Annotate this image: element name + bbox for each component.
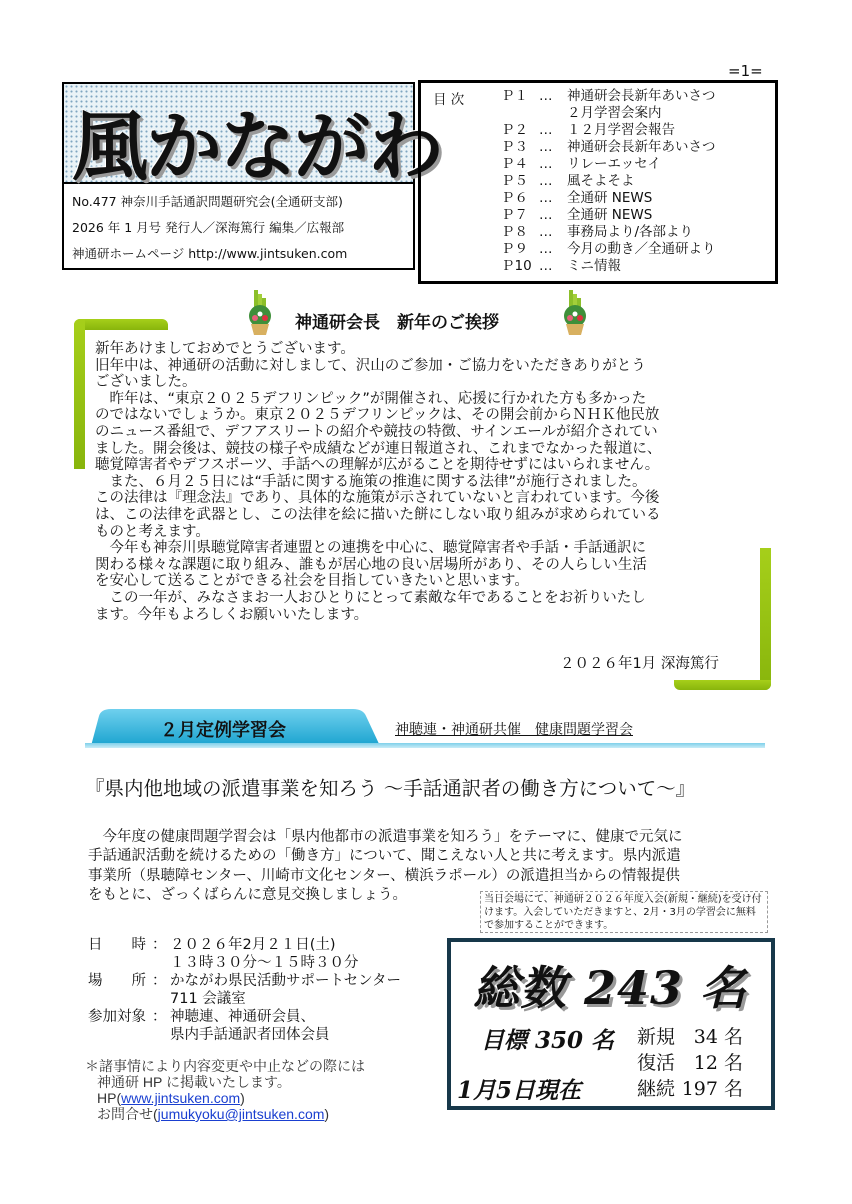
signature: ２０２６年1月 深海篤行	[560, 656, 719, 672]
greeting-line: ございました。	[95, 374, 197, 391]
greeting-line: この一年が、みなさまお一人おひとりにとって素敵な年であることをお祈りいたし	[95, 590, 646, 606]
section-underline	[85, 743, 765, 748]
table-of-contents	[418, 80, 778, 284]
greeting-line: 今年も神奈川県聴覚障害者連盟との連携を中心に、聴覚障害者や手話・手話通訳に	[95, 540, 646, 557]
greeting-line: は、この法律を武器とし、この法律を絵に描いた餅にしない取り組みが求められている	[95, 507, 661, 523]
greeting-line: ました。開会後は、競技の様子や成績などが連日報道され、これまでなかった報道に、	[95, 440, 662, 457]
toc-text: 神通研会長新年あいさつ	[567, 139, 716, 155]
study-paragraph-line: 事業所（県聴障センター、川崎市文化センター、横浜ラポール）の派遣担当からの情報提供	[88, 867, 680, 884]
publisher-info: 2026 年 1 月号 発行人／深海篤行 編集／広報部	[72, 220, 345, 235]
toc-text: 今月の動き／全通研より	[567, 241, 716, 257]
issue-info: No.477 神奈川手話通訳問題研究会(全通研支部)	[72, 194, 343, 209]
page-number: =1=	[728, 62, 763, 80]
toc-leader: …	[539, 122, 553, 138]
section-title: ２月定例学習会	[160, 720, 286, 741]
greeting-line: ます。今年もよろしくお願いいたします。	[95, 606, 369, 623]
newsletter-title: 風かながわ	[72, 102, 442, 191]
breakdown-new	[637, 1022, 743, 1049]
toc-leader: …	[539, 88, 553, 104]
toc-text: ２月学習会案内	[567, 105, 662, 121]
notice-line: ＊諸事情により内容変更や中止などの際には	[85, 1058, 365, 1074]
breakdown-label: 継続	[637, 1078, 676, 1100]
toc-text: リレーエッセイ	[567, 156, 661, 172]
detail-label: 場 所	[88, 973, 146, 989]
contact-label: お問合せ(	[97, 1106, 158, 1122]
study-paragraph-line: 今年度の健康問題学習会は「県内他都市の派遣事業を知ろう」をテーマに、健康で元気に	[88, 829, 683, 845]
greeting-line: 関わる様々な課題に取り組み、誰もが居心地の良い居場所があり、その人らしい生活	[95, 556, 647, 573]
toc-leader: …	[539, 258, 553, 274]
toc-page: Ｐ10	[501, 258, 532, 274]
contact-close: )	[324, 1106, 330, 1122]
toc-page: Ｐ５	[501, 173, 528, 189]
detail-colon: ：	[152, 937, 167, 953]
greeting-line: のではないでしょうか。東京２０２５デフリンピックは、その開会前からＮＨＫ他民放	[95, 407, 660, 424]
toc-leader: …	[539, 224, 553, 240]
greeting-line: ものと考えます。	[95, 523, 210, 540]
breakdown-count: 197 名	[681, 1078, 744, 1100]
toc-text: ミニ情報	[567, 258, 621, 274]
toc-leader: …	[539, 241, 553, 257]
toc-page: Ｐ４	[501, 156, 528, 172]
detail-value: １３時３０分～１５時３０分	[170, 955, 359, 971]
toc-leader: …	[539, 207, 553, 223]
breakdown-label: 新規	[637, 1026, 676, 1048]
masthead-banner	[64, 84, 442, 191]
hp-label: HP(	[97, 1090, 122, 1106]
hp-close: )	[240, 1090, 245, 1106]
toc-page: Ｐ３	[501, 139, 528, 155]
detail-colon: ：	[152, 973, 167, 989]
toc-leader: …	[539, 139, 553, 155]
toc-leader: …	[539, 190, 553, 206]
greeting-line: 聴覚障害者やデフスポーツ、手話への理解が広がることを期待せずにはいられません。	[95, 457, 660, 474]
toc-page: Ｐ２	[501, 122, 528, 138]
breakdown-count: 34 名	[693, 1026, 744, 1048]
toc-leader: …	[539, 156, 553, 172]
membership-note: 当日会場にて、神通研２０２６年度入会(新規・継続)を受け付けます。入会していただきますと、2月・3月の学習会に無料で参加することができます。	[480, 891, 768, 933]
toc-page: Ｐ１	[501, 88, 528, 104]
membership-stats-box	[447, 938, 775, 1110]
masthead	[62, 82, 442, 270]
toc-page: Ｐ７	[501, 207, 528, 223]
detail-value: 神聴連、神通研会員、	[170, 1009, 315, 1025]
toc-leader: …	[539, 173, 553, 189]
bracket-right	[760, 548, 771, 690]
bracket-top	[74, 319, 168, 330]
toc-text: 全通研 NEWS	[567, 190, 653, 206]
section-subtitle: 神聴連・神通研共催 健康問題学習会	[395, 722, 633, 738]
study-paragraph-line: 手話通訳活動を続けるための「働き方」について、聞こえない人と共に考えます。県内派遣	[88, 848, 681, 865]
breakdown-count: 12 名	[693, 1052, 744, 1074]
greeting-line: 旧年中は、神通研の活動に対しまして、沢山のご参加・ご協力をいただきありがとう	[95, 357, 646, 374]
contact-email-link[interactable]: jumukyoku@jintsuken.com	[157, 1106, 325, 1122]
detail-value: 県内手話通訳者団体会員	[170, 1027, 330, 1043]
detail-colon: ：	[152, 1009, 167, 1025]
toc-page: Ｐ６	[501, 190, 528, 206]
kadomatsu-icon	[245, 288, 275, 336]
homepage-info: 神通研ホームページ http://www.jintsuken.com	[72, 246, 348, 261]
greeting-line: のニュース番組で、デフアスリートの紹介や競技の特徴、サインエールが紹介されてい	[95, 424, 658, 440]
greeting-line: また、６月２５日には“手話に関する施策の推進に関する法律”が施行されました。	[95, 473, 647, 490]
toc-page: Ｐ８	[501, 224, 528, 240]
breakdown-label: 復活	[637, 1052, 676, 1074]
contact-line	[97, 1106, 329, 1122]
greeting-title: 神通研会長 新年のご挨拶	[295, 313, 499, 333]
kadomatsu-icon	[560, 288, 590, 336]
greeting-line: 新年あけましておめでとうございます。	[95, 341, 355, 357]
detail-label: 日 時	[88, 937, 146, 953]
toc-text: 神通研会長新年あいさつ	[567, 88, 716, 104]
study-headline: 『県内他地域の派遣事業を知ろう ～手話通訳者の働き方について～』	[85, 777, 696, 800]
as-of-date: 1月5日現在	[457, 1077, 582, 1104]
total-members: 総数 243 名	[473, 961, 748, 1015]
bracket-left	[74, 319, 85, 469]
toc-text: 事務局より/各部より	[567, 224, 694, 240]
detail-value: ２０２６年2月２１日(土)	[170, 937, 336, 953]
detail-value: 711 会議室	[170, 991, 246, 1007]
toc-page: Ｐ９	[501, 241, 528, 257]
greeting-line: 昨年は、“東京２０２５デフリンピック”が開催され、応援に行かれた方も多かった	[95, 390, 647, 407]
bracket-bottom	[674, 680, 771, 690]
toc-text: 全通研 NEWS	[567, 207, 653, 223]
homepage-line	[97, 1090, 245, 1106]
breakdown-revived	[637, 1048, 743, 1075]
homepage-link[interactable]: www.jintsuken.com	[121, 1090, 241, 1106]
greeting-line: を安心して送ることができる社会を目指していきたいと思います。	[95, 573, 529, 590]
study-paragraph-line: をもとに、ざっくばらんに意見交換しましょう。	[88, 886, 407, 903]
toc-label: 目 次	[433, 92, 465, 108]
detail-value: かながわ県民活動サポートセンター	[170, 973, 401, 989]
detail-label: 参加対象	[88, 1009, 146, 1025]
greeting-line: この法律は『理念法』であり、具体的な施策が示されていないと言われています。今後	[95, 490, 660, 507]
toc-text: 風そよそよ	[567, 173, 635, 189]
notice-line: 神通研 HP に掲載いたします。	[97, 1074, 291, 1090]
toc-text: １２月学習会報告	[567, 122, 675, 138]
target-members: 目標 350 名	[481, 1027, 615, 1054]
breakdown-continuing	[637, 1074, 743, 1101]
